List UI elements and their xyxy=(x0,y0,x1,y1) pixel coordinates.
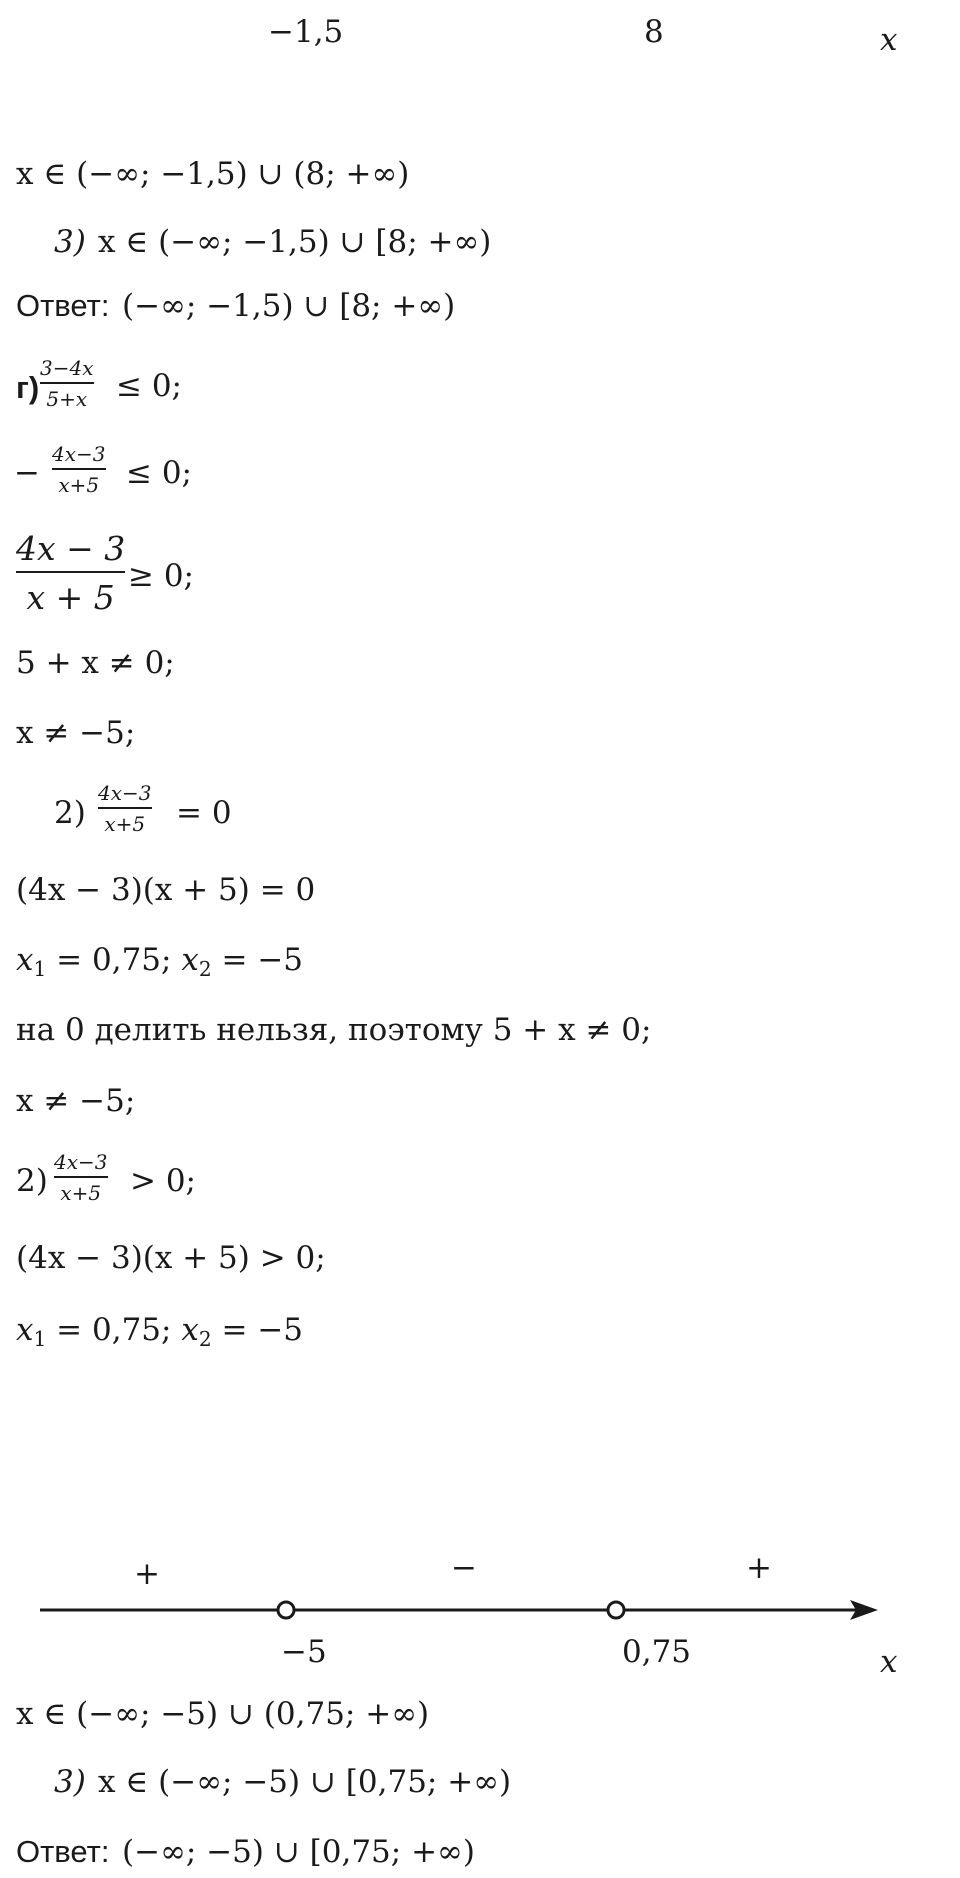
fraction-4-numerator: 4x−3 xyxy=(98,781,152,805)
answer-interval: (−∞; −1,5) ∪ [8; +∞) xyxy=(122,288,456,324)
zero-division-math: 5 + x ≠ 0; xyxy=(492,1012,652,1048)
fraction-5-numerator: 4x−3 xyxy=(54,1150,108,1174)
fraction-3-numerator: 4x − 3 xyxy=(16,529,126,568)
root-x2-value: = −5 xyxy=(211,942,304,978)
step-3-interval-2: x ∈ (−∞; −5) ∪ [0,75; +∞) xyxy=(98,1764,512,1800)
axis-label-0-75: 0,75 xyxy=(622,1634,692,1670)
fraction-1-relation: ≤ 0; xyxy=(116,368,182,404)
product-inequality: (4x − 3)(x + 5) > 0; xyxy=(16,1240,326,1276)
solution-interval: x ∈ (−∞; −1,5) ∪ (8; +∞) xyxy=(16,156,410,192)
domain-result-2: x ≠ −5; xyxy=(16,1083,136,1119)
fraction-4-relation: = 0 xyxy=(176,795,232,831)
fraction-1-denominator: 5+x xyxy=(46,387,88,411)
step-3-label: 3) xyxy=(54,224,86,260)
sign-middle: − xyxy=(451,1550,477,1586)
step-2-label: 2) xyxy=(54,795,86,831)
axis-var-x: x xyxy=(880,22,898,58)
root-x1-value: = 0,75; xyxy=(46,942,182,978)
axis-label-minus-1-5: −1,5 xyxy=(268,14,344,50)
solution-interval-2: x ∈ (−∞; −5) ∪ (0,75; +∞) xyxy=(16,1696,430,1732)
root2-x1-value: = 0,75; xyxy=(46,1312,182,1348)
answer-interval-2: (−∞; −5) ∪ [0,75; +∞) xyxy=(122,1834,475,1870)
task-label-g: г) xyxy=(16,370,40,405)
fraction-2-relation: ≤ 0; xyxy=(126,455,192,491)
fraction-3-relation: ≥ 0; xyxy=(128,558,194,594)
step-3-interval: x ∈ (−∞; −1,5) ∪ [8; +∞) xyxy=(98,224,492,260)
root2-x1-sub: 1 xyxy=(33,1327,47,1351)
axis-label-minus-5: −5 xyxy=(281,1634,327,1670)
fraction-5-denominator: x+5 xyxy=(60,1181,102,1205)
open-point-0-75 xyxy=(608,1602,624,1618)
root-x1-var: x xyxy=(16,942,34,978)
fraction-1-numerator: 3−4x xyxy=(40,356,94,380)
root2-x2-sub: 2 xyxy=(198,1327,212,1351)
sign-left: + xyxy=(134,1556,160,1592)
root2-x2-var: x xyxy=(181,1312,199,1348)
fraction-2-sign: − xyxy=(14,455,40,491)
open-point-minus-5 xyxy=(278,1602,294,1618)
answer-label-2: Ответ: xyxy=(16,1834,110,1869)
root-x2-var: x xyxy=(181,942,199,978)
domain-result: x ≠ −5; xyxy=(16,715,136,751)
axis-label-8: 8 xyxy=(644,14,664,50)
sign-right: + xyxy=(746,1550,772,1586)
step-2b-label: 2) xyxy=(16,1163,48,1199)
zero-division-text: на 0 делить нельзя, поэтому xyxy=(16,1012,493,1048)
step-3-label-2: 3) xyxy=(54,1764,86,1800)
fraction-2-denominator: x+5 xyxy=(58,473,100,497)
fraction-5-relation: > 0; xyxy=(130,1163,196,1199)
root2-x1-var: x xyxy=(16,1312,34,1348)
answer-label: Ответ: xyxy=(16,288,110,323)
product-equation: (4x − 3)(x + 5) = 0 xyxy=(16,872,316,908)
root2-x2-value: = −5 xyxy=(211,1312,304,1348)
root-x2-sub: 2 xyxy=(198,957,212,981)
root-x1-sub: 1 xyxy=(33,957,47,981)
axis-var-x-2: x xyxy=(880,1644,898,1680)
fraction-3-denominator: x + 5 xyxy=(26,578,115,617)
domain-condition: 5 + x ≠ 0; xyxy=(16,645,175,681)
fraction-4-denominator: x+5 xyxy=(104,812,146,836)
fraction-2-numerator: 4x−3 xyxy=(52,442,106,466)
